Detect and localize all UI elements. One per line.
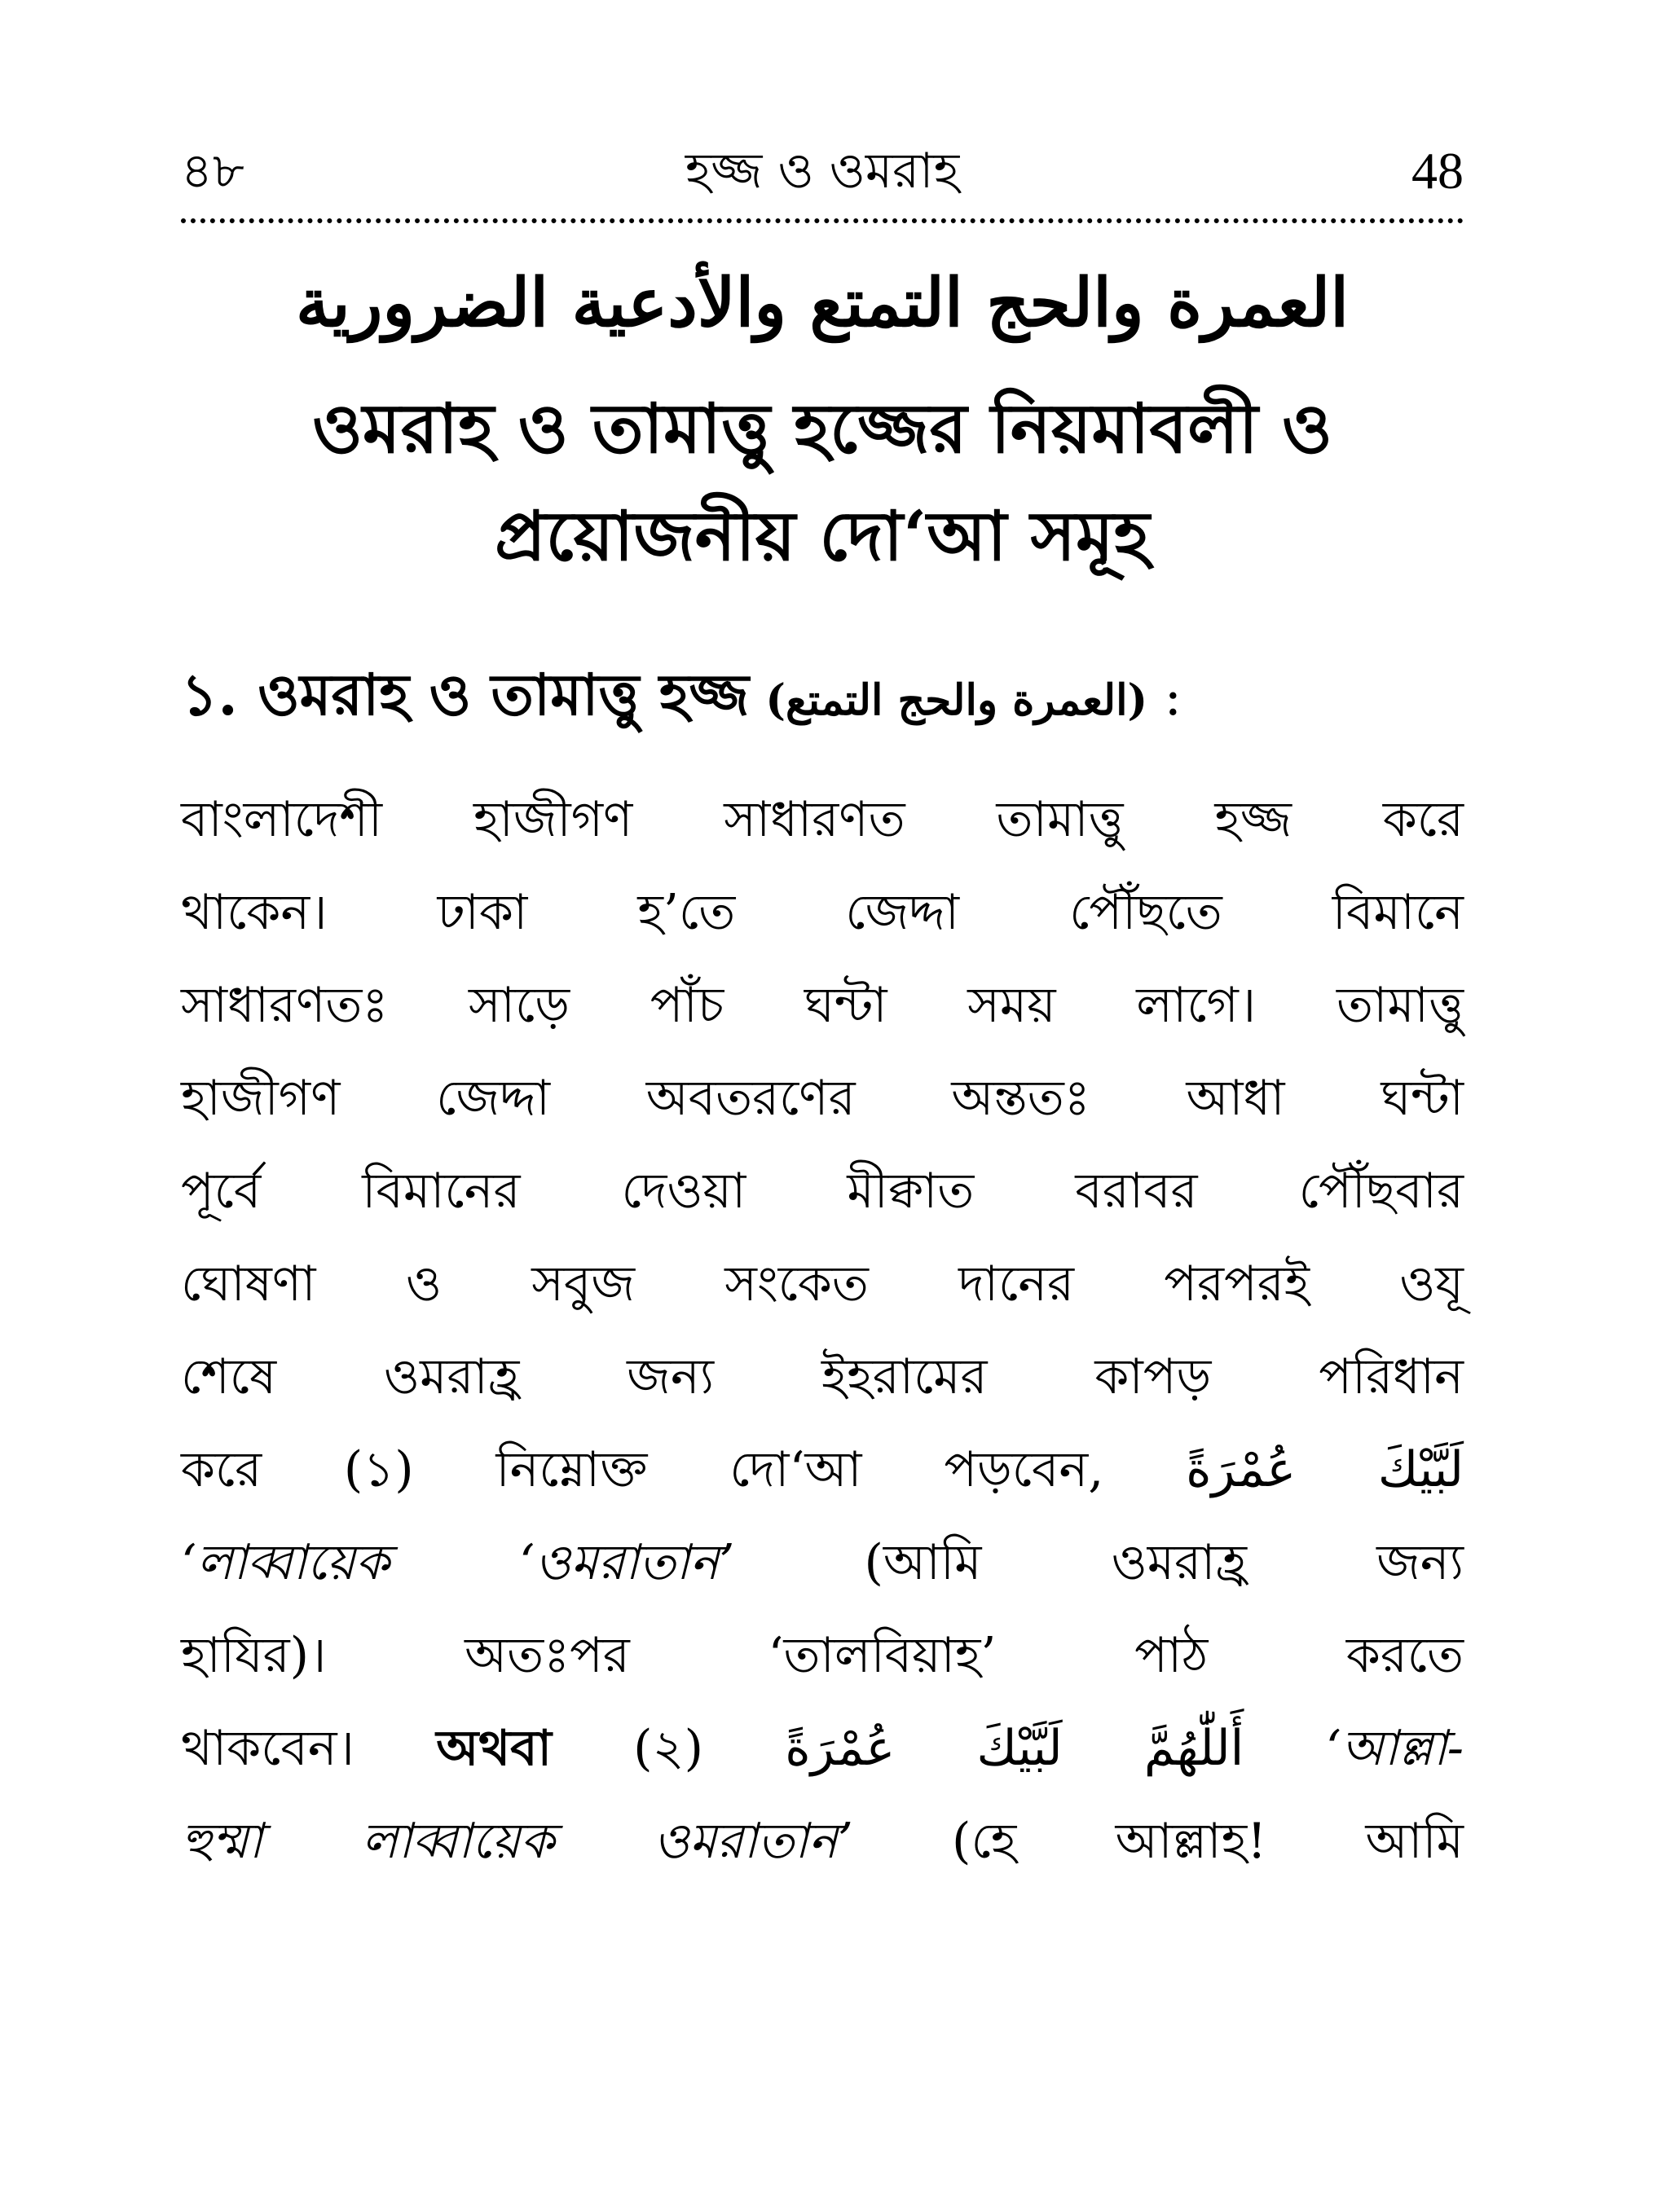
bengali-title-line-1: ওমরাহ ও তামাত্তু হজ্জের নিয়মাবলী ও (312, 388, 1332, 468)
transliteration-2-start: ‘আল্লা- (1325, 1720, 1464, 1777)
arabic-title: العمرة والحج التمتع والأدعية الضرورية (295, 264, 1350, 342)
body-line-3: সাধারণতঃ সাড়ে পাঁচ ঘন্টা সময় লাগে। তামাত্তু (181, 977, 1464, 1034)
body-line-12 (181, 1795, 1464, 1888)
section-arabic-title: (العمرة والحج التمتع) (765, 675, 1148, 725)
body-line-12-text: (হে আল্লাহ! আমি (952, 1813, 1464, 1870)
emphasis-athoba: অথবা (436, 1720, 552, 1777)
transliteration-1: ‘লাব্বায়েক ‘ওমরাতান’ (181, 1534, 735, 1591)
bengali-title (181, 375, 1464, 590)
body-paragraph (181, 773, 1464, 1888)
body-line-6: ঘোষণা ও সবুজ সংকেত দানের পরপরই ওযূ (181, 1256, 1464, 1313)
bengali-title-line-2: প্রয়োজনীয় দো‘আ সমূহ (495, 495, 1150, 576)
body-line-9-text: (আমি ওমরাহ্র জন্য (864, 1534, 1464, 1591)
section-number-title: ১. ওমরাহ ও তামাত্তু হজ্জ (181, 661, 750, 728)
transliteration-2-end: হুম্মা লাব্বায়েক ওমরাতান’ (181, 1813, 853, 1870)
document-page (181, 139, 1464, 1888)
body-line-1: বাংলাদেশী হাজীগণ সাধারণত তামাত্তু হজ্জ করে (181, 791, 1464, 848)
page-number-bengali: ৪৮ (181, 143, 244, 200)
header-dotted-rule (181, 218, 1464, 223)
section-heading (181, 650, 1464, 745)
body-line-11-number: (২) (633, 1720, 703, 1777)
body-line-10: হাযির)। অতঃপর ‘তালবিয়াহ’ পাঠ করতে (181, 1627, 1464, 1684)
body-line-2: থাকেন। ঢাকা হ’তে জেদ্দা পৌঁছতে বিমানে (181, 884, 1464, 941)
arabic-phrase-labbaik-umra: لَبَّيْكَ عُمْرَةً (1186, 1441, 1464, 1498)
page-number: 48 (1411, 142, 1464, 200)
body-line-7: শেষে ওমরাহ্র জন্য ইহরামের কাপড় পরিধান (181, 1348, 1464, 1405)
body-line-11 (181, 1702, 1464, 1795)
arabic-phrase-allahumma-labbaik: أَللّٰهُمَّ لَبَّيْكَ عُمْرَةً (785, 1720, 1244, 1777)
body-line-11-text: থাকবেন। (181, 1720, 355, 1777)
body-line-8 (181, 1423, 1464, 1516)
section-colon: : (1164, 667, 1182, 728)
body-line-9 (181, 1516, 1464, 1609)
body-line-8-text: করে (১) নিম্নোক্ত দো‘আ পড়বেন, (181, 1441, 1104, 1498)
running-title: হজ্জ ও ওমরাহ (685, 143, 960, 200)
body-line-5: পূর্বে বিমানের দেওয়া মীক্বাত বরাবর পৌঁছবার (181, 1163, 1464, 1220)
body-line-4: হাজীগণ জেদ্দা অবতরণের অন্ততঃ আধা ঘন্টা (181, 1070, 1464, 1127)
page-header (181, 139, 1464, 212)
